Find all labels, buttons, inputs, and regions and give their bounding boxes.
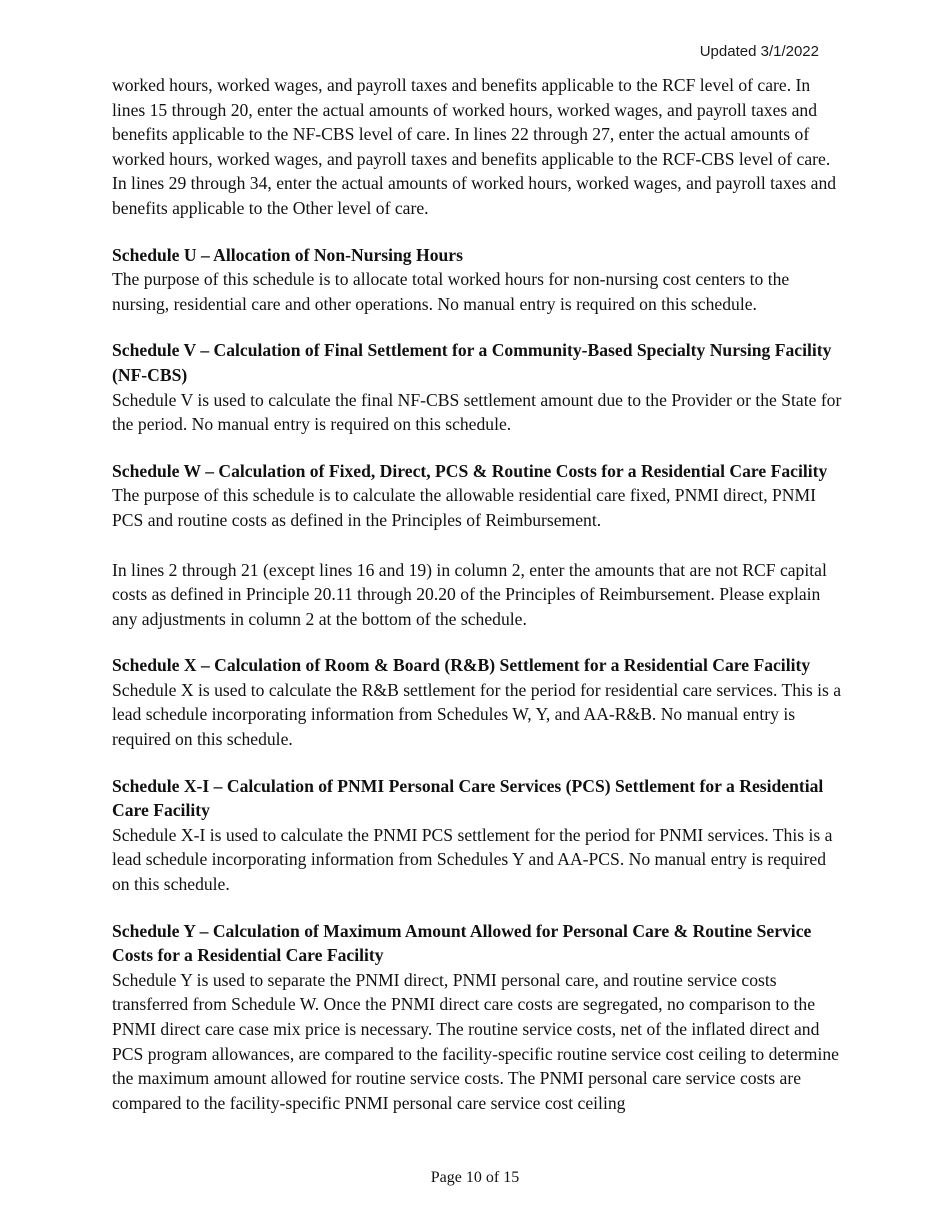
section-paragraph: Schedule V is used to calculate the final NF-CBS settlement amount due to the Provider or the State for the period. No manual entry is required on this schedule.: [112, 389, 842, 435]
updated-date: Updated 3/1/2022: [699, 43, 819, 60]
section-heading: Schedule V – Calculation of Final Settlement for a Community-Based Specialty Nursing Facility (NF-CBS): [112, 340, 832, 385]
section-schedule-x: [112, 653, 842, 751]
section-schedule-x-i: [112, 774, 842, 897]
document-body: [112, 73, 842, 1115]
section-paragraph: The purpose of this schedule is to allocate total worked hours for non-nursing cost centers to the nursing, residential care and other operations. No manual entry is required on this schedule.: [112, 269, 790, 314]
intro-paragraph: worked hours, worked wages, and payroll taxes and benefits applicable to the RCF level of care. In lines 15 through 20, enter the actual amounts of worked hours, worked wages, and payroll taxes and benefits applicable to the NF-CBS level of care. In lines 22 through 27, enter the actual amounts of worked hours, worked wages, and payroll taxes and benefits applicable to the RCF-CBS level of care. In lines 29 through 34, enter the actual amounts of worked hours, worked wages, and payroll taxes and benefits applicable to the Other level of care.: [112, 75, 837, 218]
page-number: Page 10 of 15: [430, 1169, 520, 1186]
section-heading: Schedule Y – Calculation of Maximum Amount Allowed for Personal Care & Routine Service Costs for a Residential Care Facility: [112, 920, 812, 966]
section-paragraph: Schedule X-I is used to calculate the PNMI PCS settlement for the period for PNMI services. This is a lead schedule incorporating information from Schedules Y and AA-PCS. No manual entry is required on this schedule.: [112, 824, 833, 895]
section-paragraph: In lines 2 through 21 (except lines 16 and 19) in column 2, enter the amounts that are not RCF capital costs as defined in Principle 20.11 through 20.20 of the Principles of Reimbursement. Please explain any adjustments in column 2 at the bottom of the schedule.: [112, 559, 827, 629]
section-schedule-w: [112, 459, 842, 632]
section-schedule-u: [112, 243, 842, 317]
section-paragraph: Schedule Y is used to separate the PNMI direct, PNMI personal care, and routine service costs transferred from Schedule W. Once the PNMI direct care costs are segregated, no comparison to the PNMI direct care case mix price is necessary. The routine service costs, net of the inflated direct and PCS program allowances, are compared to the facility-specific routine service cost ceiling to determine the maximum amount allowed for routine service costs. The PNMI personal care service costs are compared to the facility-specific PNMI personal care service cost ceiling: [112, 969, 839, 1113]
section-heading: Schedule X – Calculation of Room & Board (R&B) Settlement for a Residential Care Facility: [112, 655, 811, 676]
section-schedule-v: [112, 338, 842, 436]
section-heading: Schedule W – Calculation of Fixed, Direct, PCS & Routine Costs for a Residential Care Facility: [112, 460, 828, 481]
section-schedule-y: [112, 919, 842, 1116]
section-heading: Schedule U – Allocation of Non-Nursing Hours: [112, 244, 463, 265]
section-heading: Schedule X-I – Calculation of PNMI Personal Care Services (PCS) Settlement for a Residential Care Facility: [112, 775, 824, 821]
section-paragraph: Schedule X is used to calculate the R&B settlement for the period for residential care services. This is a lead schedule incorporating information from Schedules W, Y, and AA-R&B. No manual entry is required on this schedule.: [112, 679, 842, 750]
section-paragraph: The purpose of this schedule is to calculate the allowable residential care fixed, PNMI direct, PNMI PCS and routine costs as defined in the Principles of Reimbursement.: [112, 485, 817, 530]
